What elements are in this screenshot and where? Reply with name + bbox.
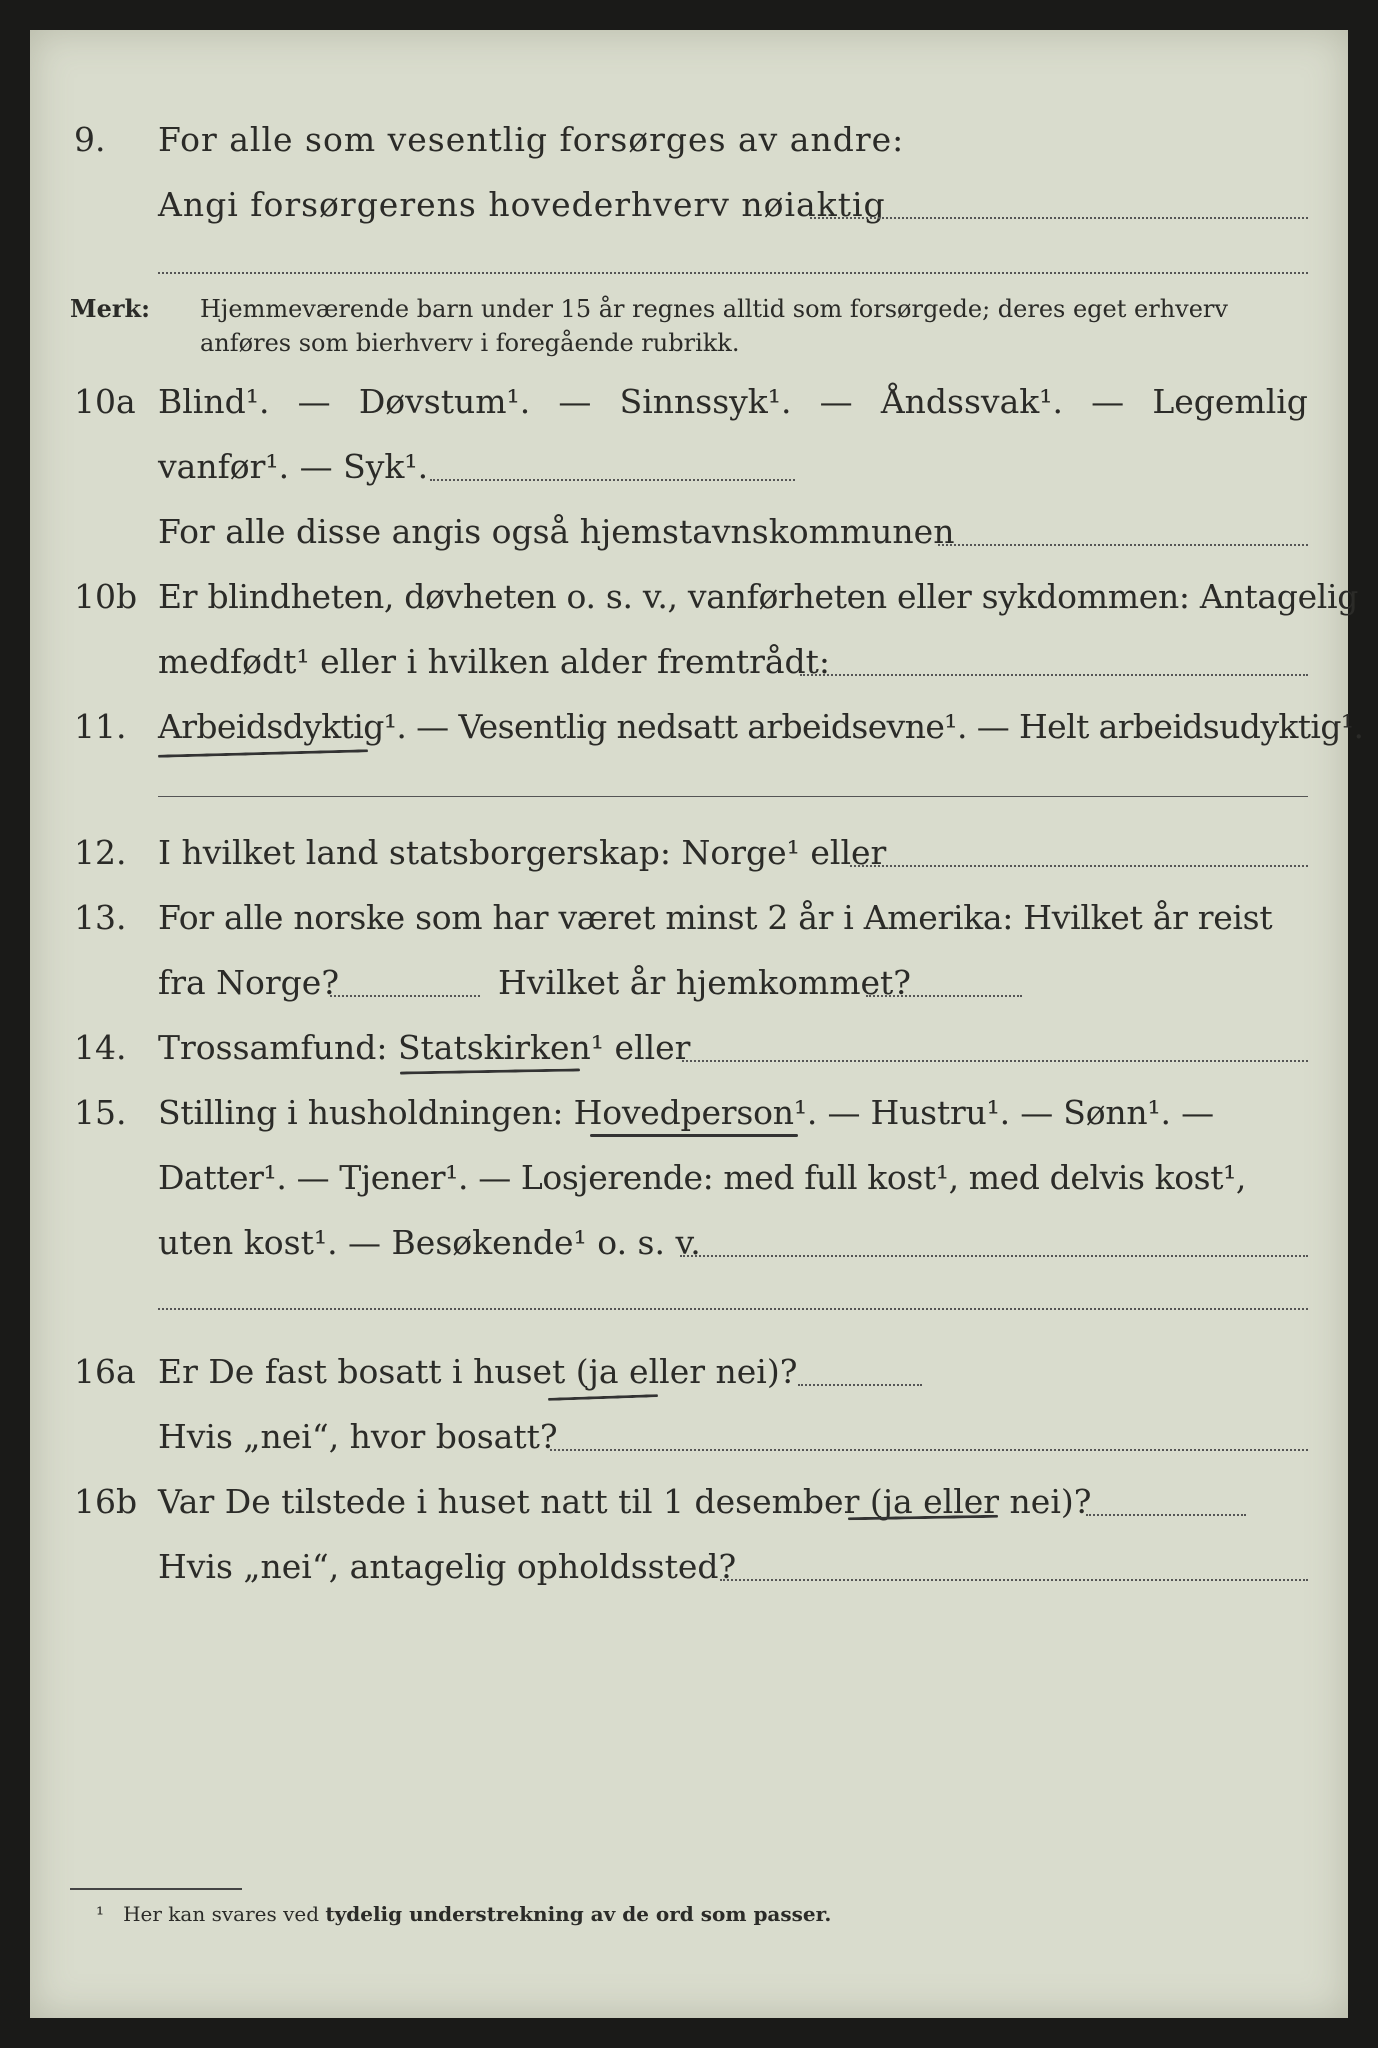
question-number: 16b bbox=[74, 1482, 138, 1521]
question-number: 14. bbox=[74, 1028, 127, 1067]
ink-underline bbox=[400, 1068, 580, 1074]
question-text: I hvilket land statsborgerskap: Norge¹ eller bbox=[158, 833, 887, 872]
separator: — bbox=[558, 382, 592, 421]
question-text: Hvis „nei“, hvor bosatt? bbox=[158, 1417, 558, 1456]
footnote-text: Her kan svares ved bbox=[123, 1902, 320, 1926]
question-number: 16a bbox=[74, 1352, 136, 1391]
question-text bbox=[158, 382, 1308, 422]
question-text: For alle som vesentlig forsørges av andre: bbox=[158, 120, 905, 159]
merk-label: Merk: bbox=[70, 294, 150, 323]
option-blind: Blind¹. bbox=[158, 382, 270, 421]
question-text: Angi forsørgerens hovederhverv nøiaktig bbox=[158, 185, 886, 224]
answer-field[interactable] bbox=[158, 272, 1308, 274]
question-text: Trossamfund: Statskirken¹ eller bbox=[158, 1028, 691, 1067]
question-text: For alle disse angis også hjemstavnskommunen bbox=[158, 512, 955, 551]
question-text: medfødt¹ eller i hvilken alder fremtrådt: bbox=[158, 642, 831, 681]
footnote-mark: ¹ bbox=[96, 1902, 105, 1926]
answer-field[interactable] bbox=[798, 1384, 922, 1386]
answer-field-reist[interactable] bbox=[330, 995, 480, 997]
option-sinnssyk: Sinnssyk¹. bbox=[619, 382, 792, 421]
option-legemlig: Legemlig bbox=[1152, 382, 1308, 421]
answer-field[interactable] bbox=[810, 217, 1308, 219]
question-text: Er De fast bosatt i huset (ja eller nei)? bbox=[158, 1352, 798, 1391]
question-text: Er blindheten, døvheten o. s. v., vanførheten eller sykdommen: Antagelig bbox=[158, 577, 1359, 616]
answer-field[interactable] bbox=[158, 1308, 1308, 1310]
separator: — bbox=[1091, 382, 1125, 421]
answer-field-hjemkommet[interactable] bbox=[866, 995, 1022, 997]
answer-field[interactable] bbox=[158, 796, 1308, 797]
ink-underline bbox=[548, 1394, 658, 1401]
merk-text: Hjemmeværende barn under 15 år regnes alltid som forsørgede; deres eget erhverv anføres som bierhverv i foregående rubrikk. bbox=[200, 295, 1228, 357]
answer-field[interactable] bbox=[938, 544, 1308, 546]
question-text: Hvilket år hjemkommet? bbox=[498, 963, 911, 1002]
separator: — bbox=[297, 382, 331, 421]
question-text: vanfør¹. — Syk¹. bbox=[158, 447, 429, 486]
answer-field[interactable] bbox=[720, 1579, 1308, 1581]
question-number: 9. bbox=[74, 120, 106, 159]
answer-field[interactable] bbox=[430, 479, 795, 481]
answer-field[interactable] bbox=[800, 674, 1308, 676]
question-number: 12. bbox=[74, 833, 127, 872]
question-text: Stilling i husholdningen: Hovedperson¹. — Hustru¹. — Sønn¹. — bbox=[158, 1093, 1214, 1132]
question-text: Hvis „nei“, antagelig opholdssted? bbox=[158, 1547, 737, 1586]
question-number: 10b bbox=[74, 577, 138, 616]
question-number: 11. bbox=[74, 707, 127, 746]
question-text: Arbeidsdyktig¹. — Vesentlig nedsatt arbeidsevne¹. — Helt arbeidsudyktig¹. bbox=[158, 707, 1364, 746]
footnote bbox=[96, 1902, 831, 1926]
footnote-divider bbox=[70, 1888, 242, 1890]
question-text: Datter¹. — Tjener¹. — Losjerende: med full kost¹, med delvis kost¹, bbox=[158, 1158, 1246, 1197]
question-text: Var De tilstede i huset natt til 1 desember (ja eller nei)? bbox=[158, 1482, 1092, 1521]
question-text: fra Norge? bbox=[158, 963, 340, 1002]
answer-field[interactable] bbox=[550, 1449, 1308, 1451]
question-number: 15. bbox=[74, 1093, 127, 1132]
question-text: For alle norske som har været minst 2 år i Amerika: Hvilket år reist bbox=[158, 898, 1273, 937]
question-text: uten kost¹. — Besøkende¹ o. s. v. bbox=[158, 1223, 701, 1262]
question-number: 10a bbox=[74, 382, 136, 421]
answer-field[interactable] bbox=[680, 1255, 1308, 1257]
answer-field[interactable] bbox=[850, 865, 1308, 867]
option-dovstum: Døvstum¹. bbox=[358, 382, 531, 421]
census-form-page bbox=[30, 30, 1364, 2018]
answer-field[interactable] bbox=[682, 1060, 1308, 1062]
question-number: 13. bbox=[74, 898, 127, 937]
answer-field[interactable] bbox=[1086, 1514, 1246, 1516]
separator: — bbox=[819, 382, 853, 421]
ink-underline bbox=[590, 1134, 798, 1137]
ink-underline bbox=[158, 749, 368, 757]
footnote-text-bold: tydelig understrekning av de ord som passer. bbox=[325, 1902, 832, 1926]
option-andssvak: Åndssvak¹. bbox=[880, 382, 1063, 421]
